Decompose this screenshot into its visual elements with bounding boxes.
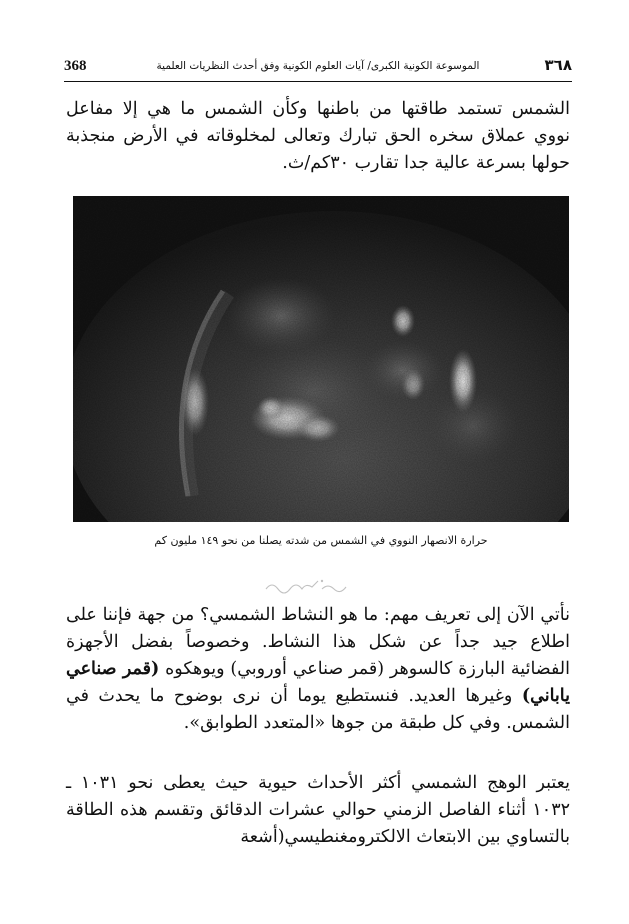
page-number-latin: 368 (64, 58, 87, 74)
page-header (64, 58, 572, 80)
figure-caption: حرارة الانصهار النووي في الشمس من شدته يصلنا من نحو ١٤٩ مليون كم (154, 534, 488, 547)
paragraph-solar-activity-text-1: نأتي الآن إلى تعريف مهم: ما هو النشاط الشمسي؟ من جهة فإننا على اطلاع جيد جداً عن شكل هذا النشاط. وخصوصاً بفضل الأجهزة الفضائية البارزة كالسوهر (قمر صناعي أوروبي) ويوهكوه (66, 605, 570, 679)
faded-stamp-mark (262, 575, 358, 595)
paragraph-solar-activity-bold: (قمر صناعي ياباني) (66, 659, 570, 706)
sun-photo (73, 196, 569, 522)
header-rule (64, 81, 572, 82)
paragraph-solar-activity (66, 602, 570, 737)
page-number-arabic: ٣٦٨ (544, 56, 572, 74)
paragraph-solar-flare: يعتبر الوهج الشمسي أكثر الأحداث حيوية حيث يعطى نحو ١٠٣١ ـ ١٠٣٢ أثناء الفاصل الزمني حوالي عشرات الدقائق وتقسم هذه الطاقة بالتساوي بين الابتعاث الالكترومغنطيسي(أشعة (66, 773, 570, 847)
paragraph-solar-activity-text-2: وغيرها العديد. فنستطيع يوما أن نرى بوضوح ما يحدث في الشمس. وفي كل طبقة من جوها «المتعدد الطوابق». (66, 686, 570, 733)
running-title: الموسوعة الكونية الكبرى/ آيات العلوم الكونية وفق أحدث النظريات العلمية (156, 60, 480, 72)
paragraph-sun-energy: الشمس تستمد طاقتها من باطنها وكأن الشمس ما هي إلا مفاعل نووي عملاق سخره الحق تبارك وتعالى لمخلوقاته في الأرض منجذبة حولها بسرعة عالية جدا تقارب ٣٠كم/ث. (66, 99, 570, 173)
